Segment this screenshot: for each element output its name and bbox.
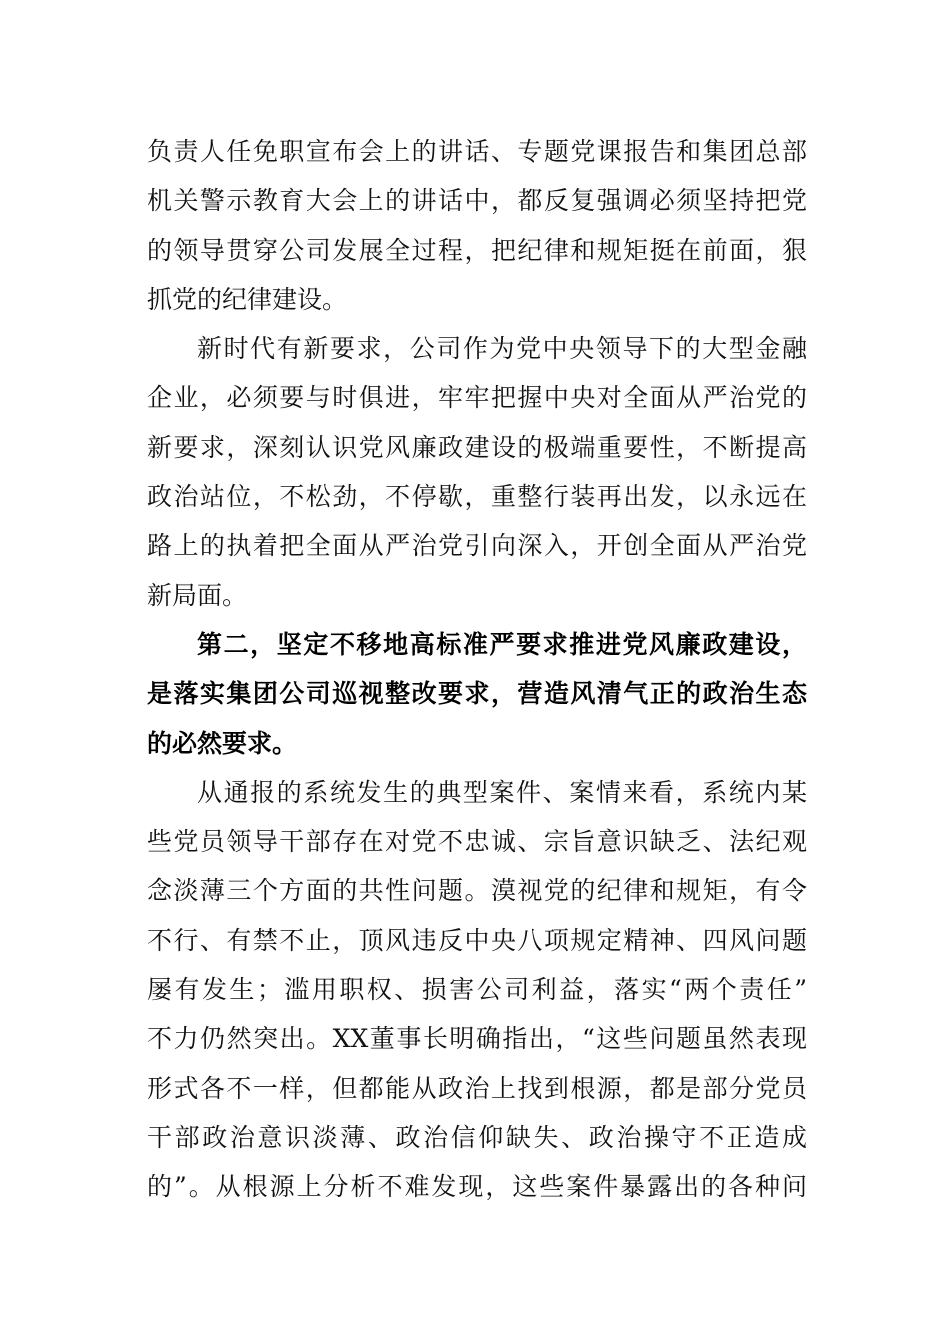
text-line: 新要求，深刻认识党风廉政建设的极端重要性，不断提高 — [147, 432, 807, 462]
paragraph — [147, 324, 807, 620]
text-line: 企业，必须要与时俱进，牢牢把握中央对全面从严治党的 — [147, 383, 807, 413]
text-line: 机关警示教育大会上的讲话中，都反复强调必须坚持把党 — [147, 186, 807, 216]
paragraph — [147, 768, 807, 1212]
text-line: 负责人任免职宣布会上的讲话、专题党课报告和集团总部 — [147, 137, 807, 166]
text-line: 形式各不一样，但都能从政治上找到根源，都是部分党员 — [147, 1073, 807, 1103]
text-line: 从通报的系统发生的典型案件、案情来看，系统内某 — [197, 777, 807, 807]
paragraph-bold-heading — [147, 620, 807, 768]
paragraph — [147, 127, 807, 324]
text-line: 不力仍然突出。XX董事长明确指出，“这些问题虽然表现 — [147, 1024, 807, 1054]
text-line: 政治站位，不松劲，不停歇，重整行装再出发，以永远在 — [147, 482, 807, 512]
text-line: 是落实集团公司巡视整改要求，营造风清气正的政治生态 — [147, 679, 807, 709]
text-line: 屡有发生；滥用职权、损害公司利益，落实“两个责任” — [147, 975, 807, 1005]
text-line: 念淡薄三个方面的共性问题。漠视党的纪律和规矩，有令 — [147, 876, 807, 906]
text-line: 的”。从根源上分析不难发现，这些案件暴露出的各种问 — [147, 1172, 807, 1202]
text-line: 的领导贯穿公司发展全过程，把纪律和规矩挺在前面，狠 — [147, 235, 807, 265]
text-line: 的必然要求。 — [147, 728, 298, 758]
text-line: 些党员领导干部存在对党不忠诚、宗旨意识缺乏、法纪观 — [147, 827, 807, 857]
text-line: 新时代有新要求，公司作为党中央领导下的大型金融 — [197, 334, 807, 364]
text-line: 干部政治意识淡薄、政治信仰缺失、政治操守不正造成 — [147, 1122, 807, 1152]
text-line: 抓党的纪律建设。 — [147, 284, 348, 314]
document-body — [147, 127, 807, 1212]
text-line: 路上的执着把全面从严治党引向深入，开创全面从严治党 — [147, 531, 807, 561]
text-line: 新局面。 — [147, 580, 248, 610]
text-line: 第二，坚定不移地高标准严要求推进党风廉政建设， — [197, 629, 807, 659]
text-line: 不行、有禁不止，顶风违反中央八项规定精神、四风问题 — [147, 925, 807, 955]
